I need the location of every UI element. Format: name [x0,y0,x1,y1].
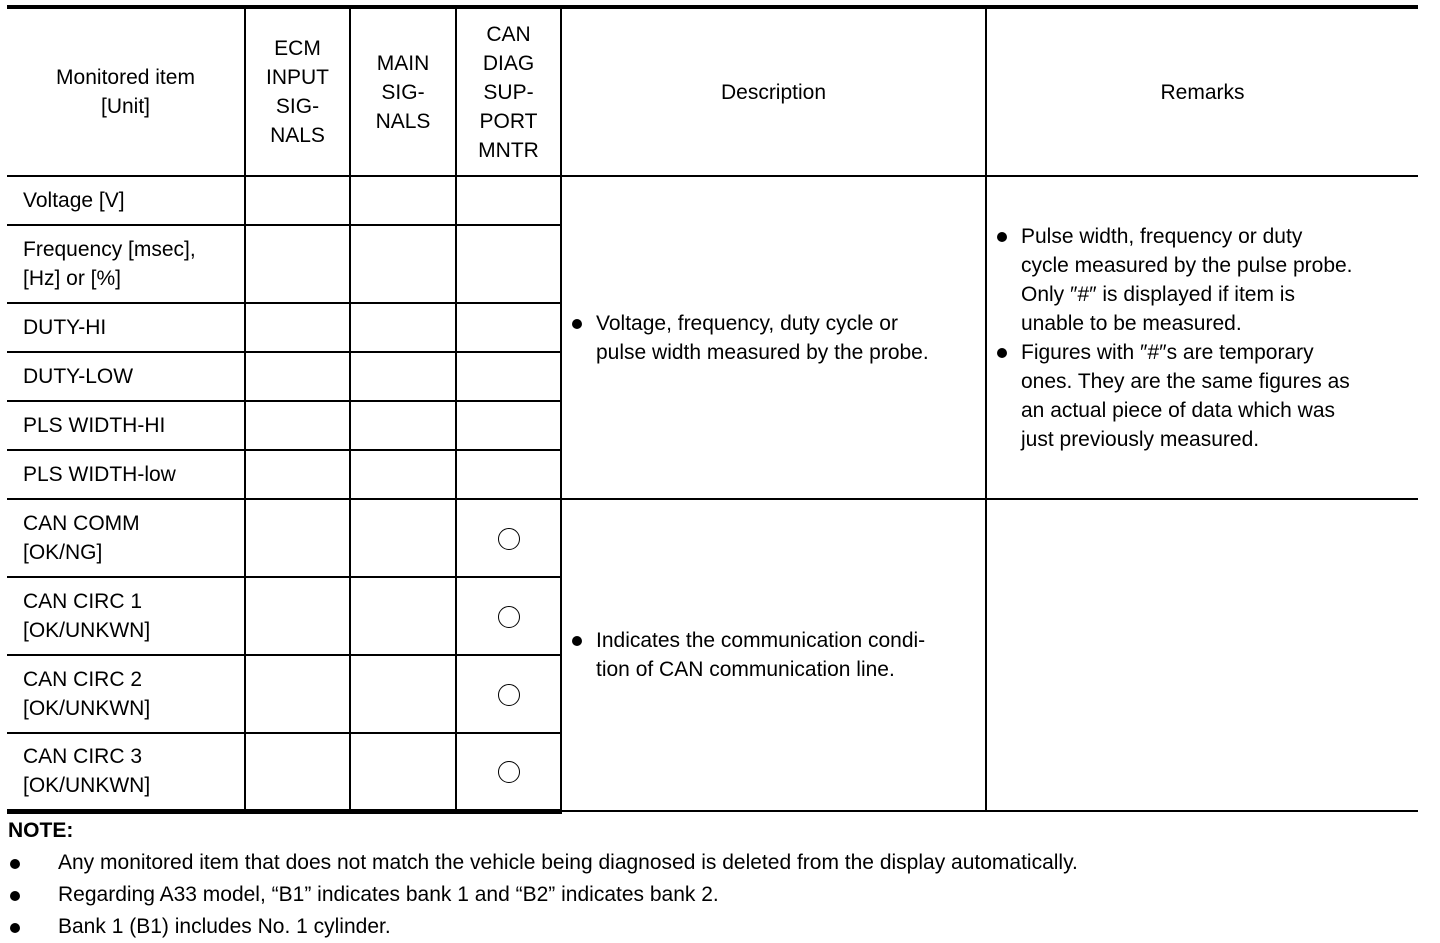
item-cell: CAN COMM [OK/NG] [7,499,245,577]
ecm-cell [245,655,350,733]
open-circle-icon [498,761,520,783]
can-cell [456,655,561,733]
main-cell [350,176,456,225]
bullet-icon [10,859,20,869]
note-item: Any monitored item that does not match the vehicle being diagnosed is deleted from the display automatically. [8,847,1428,879]
main-cell [350,450,456,499]
item-cell: Voltage [V] [7,176,245,225]
ecm-cell [245,225,350,303]
item-cell: DUTY-HI [7,303,245,352]
header-monitored-item: Monitored item [Unit] [7,7,245,176]
main-cell [350,577,456,655]
note-item: Regarding A33 model, “B1” indicates bank 1 and “B2” indicates bank 2. [8,879,1428,911]
main-cell [350,352,456,401]
note-list [8,847,1428,943]
bullet-icon [997,348,1007,358]
bullet-icon [997,232,1007,242]
can-cell [456,303,561,352]
item-cell: Frequency [msec], [Hz] or [%] [7,225,245,303]
description-bullet: Voltage, frequency, duty cycle or pulse width measured by the probe. [570,309,977,367]
open-circle-icon [498,528,520,550]
open-circle-icon [498,606,520,628]
item-cell: CAN CIRC 3 [OK/UNKWN] [7,733,245,811]
main-cell [350,401,456,450]
item-cell: CAN CIRC 2 [OK/UNKWN] [7,655,245,733]
header-main-signals: MAIN SIG- NALS [350,7,456,176]
can-cell [456,450,561,499]
can-cell [456,352,561,401]
header-can-diag-support-mntr: CAN DIAG SUP- PORT MNTR [456,7,561,176]
remarks-can [986,499,1418,811]
monitor-item-table [7,5,1418,814]
remarks-bullet: Figures with ″#″s are temporary ones. They are the same figures as an actual piece of data which was just previously measured. [995,338,1410,454]
remarks-bullet: Pulse width, frequency or duty cycle measured by the pulse probe. Only ″#″ is displayed if item is unable to be measured. [995,222,1410,338]
header-row [7,7,1418,176]
can-cell [456,499,561,577]
main-cell [350,303,456,352]
ecm-cell [245,352,350,401]
can-cell [456,225,561,303]
bullet-icon [572,636,582,646]
can-cell [456,176,561,225]
item-cell: CAN CIRC 1 [OK/UNKWN] [7,577,245,655]
open-circle-icon [498,684,520,706]
note-item: Bank 1 (B1) includes No. 1 cylinder. [8,911,1428,943]
note-title: NOTE: [8,819,74,842]
header-remarks: Remarks [986,7,1418,176]
description-bullet: Indicates the communication condi- tion of CAN communication line. [570,626,977,684]
can-cell [456,733,561,811]
ecm-cell [245,303,350,352]
main-cell [350,733,456,811]
ecm-cell [245,499,350,577]
bullet-icon [10,923,20,933]
main-cell [350,499,456,577]
item-cell: PLS WIDTH-HI [7,401,245,450]
can-cell [456,577,561,655]
item-cell: DUTY-LOW [7,352,245,401]
bullet-icon [572,319,582,329]
can-cell [456,401,561,450]
table-row [7,176,1418,225]
header-description: Description [561,7,986,176]
ecm-cell [245,450,350,499]
ecm-cell [245,733,350,811]
ecm-cell [245,577,350,655]
remarks-measurement [986,176,1418,499]
main-cell [350,655,456,733]
header-ecm-input-signals: ECM INPUT SIG- NALS [245,7,350,176]
item-cell: PLS WIDTH-low [7,450,245,499]
description-can [561,499,986,811]
description-measurement [561,176,986,499]
ecm-cell [245,401,350,450]
table-row [7,499,1418,577]
note-section [8,815,1428,943]
ecm-cell [245,176,350,225]
bullet-icon [10,891,20,901]
main-cell [350,225,456,303]
